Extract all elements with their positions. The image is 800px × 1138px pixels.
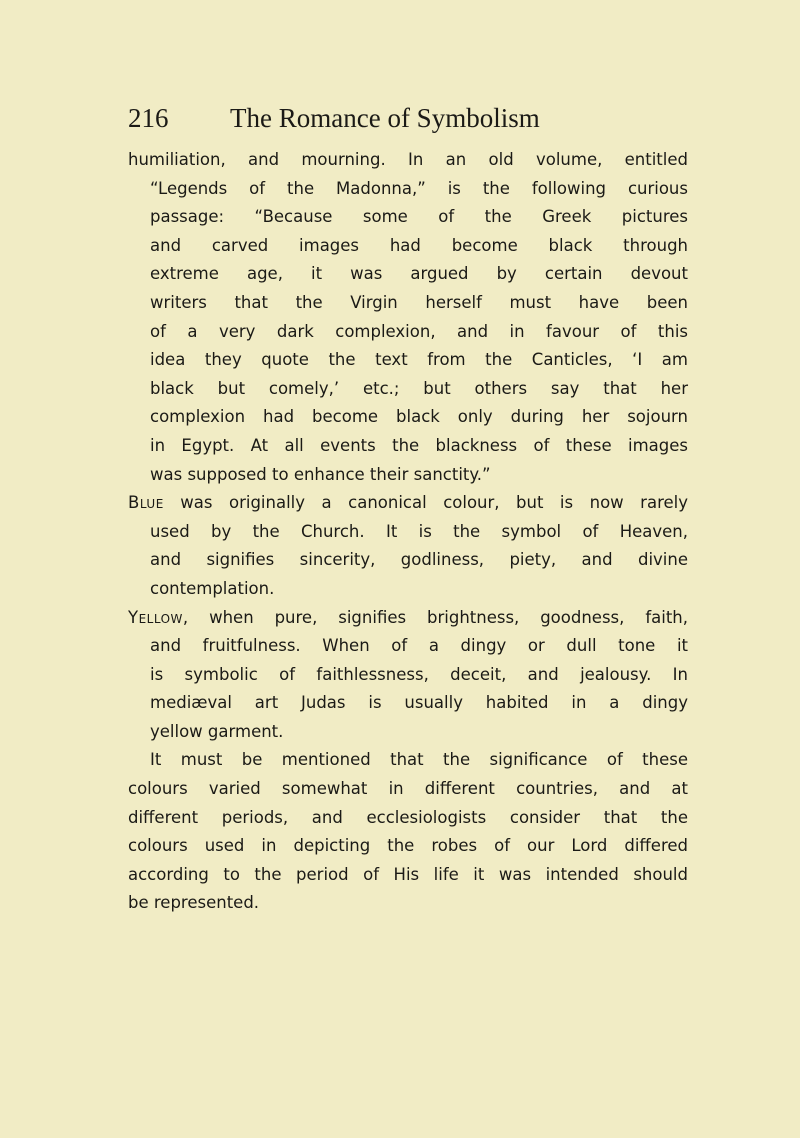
text-line: was supposed to enhance their sanctity.” [150,464,491,484]
text-line: mediæval art Judas is usually habited in a dingy [150,693,688,713]
text-line: extreme age, it was argued by certain devout [150,264,688,284]
text-line: in Egypt. At all events the blackness of these images [150,435,688,455]
text-line [128,489,688,518]
text-line: and fruitfulness. When of a dingy or dull tone it [150,636,688,656]
text-line: used by the Church. It is the symbol of Heaven, [150,521,688,541]
text-line: “Legends of the Madonna,” is the following curious [150,178,688,198]
text-line: idea they quote the text from the Canticles, ‘I am [150,350,688,370]
paragraph-madonna-legend [128,146,688,489]
text-line: and carved images had become black through [150,235,688,255]
text-fragment: , when pure, signifies brightness, goodness, faith, [182,607,688,627]
text-line: according to the period of His life it was intended should [128,864,688,884]
text-line: complexion had become black only during her sojourn [150,407,688,427]
text-fragment: was originally a canonical colour, but is now rarely [163,493,688,513]
paragraph-yellow [128,604,688,747]
text-line: It must be mentioned that the significance of these [150,750,688,770]
running-head [128,98,688,138]
page-number: 216 [128,103,169,133]
term-blue: Blue [128,493,164,513]
text-line: black but comely,’ etc.; but others say that her [150,378,688,398]
term-yellow: Yellow [128,607,183,627]
body-text [128,146,688,918]
text-line: and signifies sincerity, godliness, piety, and divine [150,550,688,570]
text-line: colours used in depicting the robes of our Lord differed [128,836,688,856]
text-line [128,604,688,633]
text-line: humiliation, and mourning. In an old volume, entitled [128,150,688,169]
paragraph-colour-significance [128,746,688,918]
running-title: The Romance of Symbolism [230,103,540,133]
text-line: yellow garment. [150,721,284,741]
text-line: be represented. [128,893,260,913]
text-line: is symbolic of faithlessness, deceit, and jealousy. In [150,664,688,684]
text-line: contemplation. [150,578,275,598]
text-line: different periods, and ecclesiologists consider that the [128,807,688,827]
text-line: of a very dark complexion, and in favour of this [150,321,688,341]
text-line: passage: “Because some of the Greek pictures [150,207,688,227]
text-line: colours varied somewhat in different countries, and at [128,779,688,799]
paragraph-blue [128,489,688,603]
text-line: writers that the Virgin herself must have been [150,292,688,312]
